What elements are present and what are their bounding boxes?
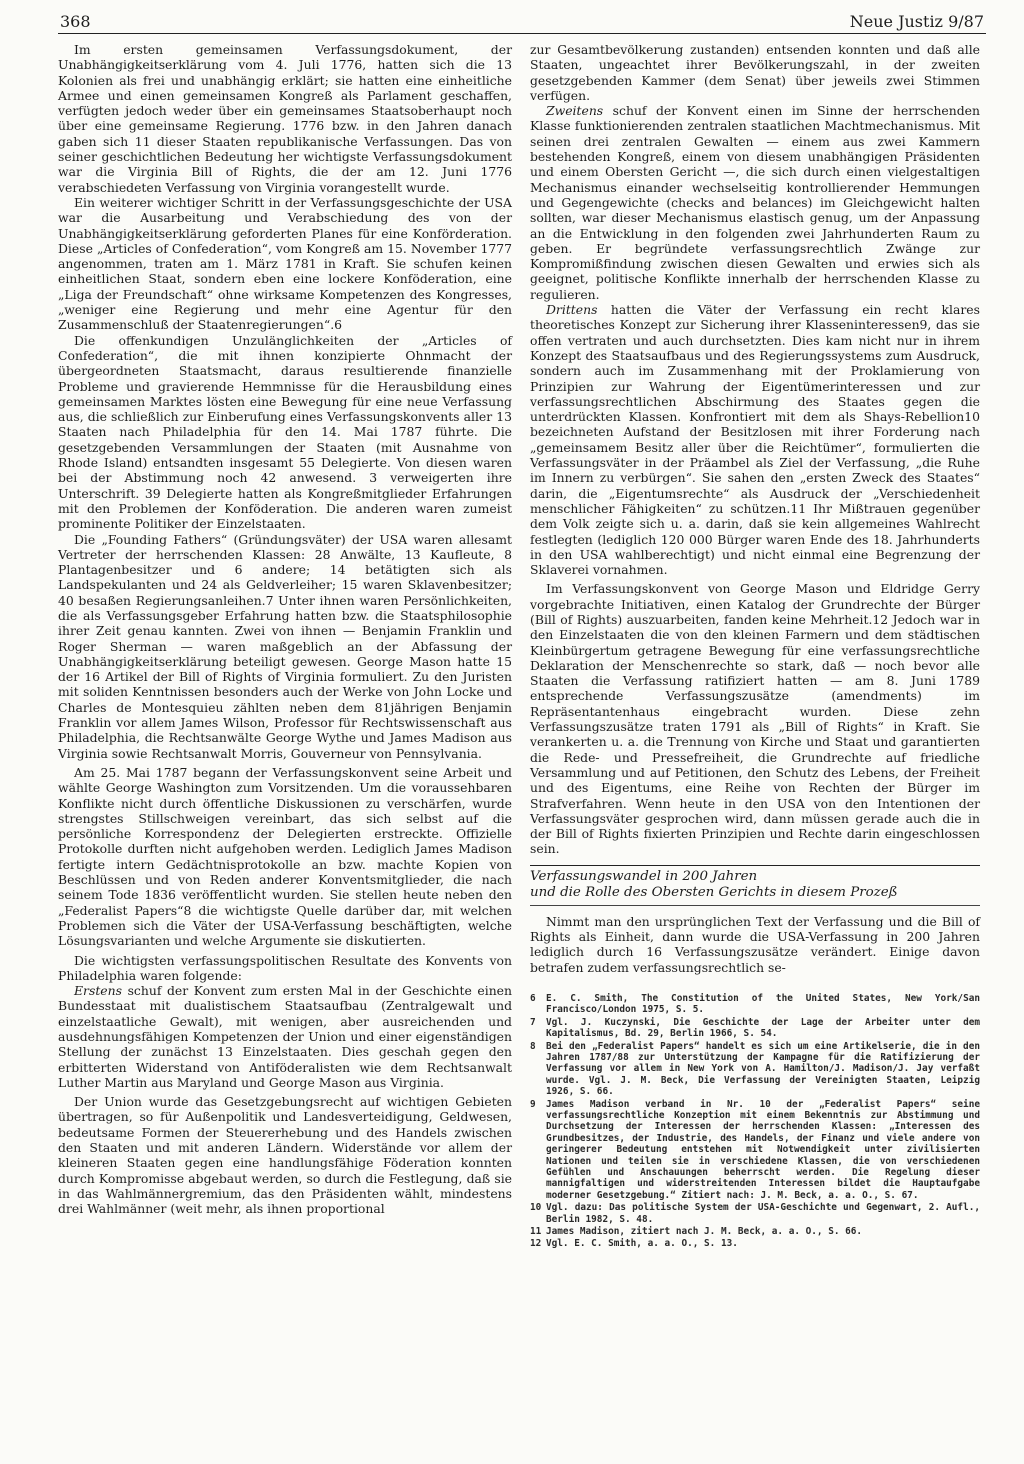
footnote [530, 1226, 980, 1237]
journal-header: Neue Justiz 9/87 [849, 12, 984, 31]
footnote-text: James Madison, zitiert nach J. M. Beck, a. a. O., S. 66. [546, 1226, 863, 1238]
paragraph: zur Gesamtbevölkerung zustanden) entsenden konnten und daß alle Staaten, ungeachtet ihrer Bevölkerungszahl, in der zweiten gesetzgebenden Kammer (dem Senat) über jeweils zwei Stimmen verfügen. [530, 42, 980, 103]
footnote-number: 8 [530, 1040, 536, 1052]
paragraph: Nimmt man den ursprünglichen Text der Verfassung und die Bill of Rights als Einheit, dann wurde die USA-Verfassung in 200 Jahren lediglich durch 16 Verfassungszusätze verändert. Einige davon betrafen zudem verfassungsrechtlich se- [530, 913, 980, 975]
footnote-number: 9 [530, 1098, 536, 1110]
paragraph [530, 103, 980, 302]
paragraph-lead: Erstens [74, 983, 122, 999]
footnote [530, 1099, 980, 1202]
footnote [530, 1041, 980, 1098]
paragraph: Die wichtigsten verfassungspolitischen Resultate des Konvents von Philadelphia waren folgende: [58, 952, 512, 983]
paragraph-text: schuf der Konvent zum ersten Mal in der Geschichte einen Bundesstaat mit dualistischem Staatsaufbau (Zentralgewalt und einzelstaatliche Gewalt), mit wenigen, aber ausreichenden und ausdehnungsfähigen Kompetenzen der Union und einer eigenständigen Stellung der zunächst 13 Einzelstaaten. Dies geschah gegen den erbitterten Widerstand von Antiföderalisten wie dem Rechtsanwalt Luther Martin aus Maryland und George Mason aus Virginia. [58, 983, 512, 1090]
paragraph: Der Union wurde das Gesetzgebungsrecht auf wichtigen Gebieten übertragen, so für Außenpolitik und Landesverteidigung, Geldwesen, bedeutsame Formen der Steuererhebung und des Handels zwischen den Staaten und mit anderen Ländern. Widerstände vor allem der kleineren Staaten gegen eine handlungsfähige Föderation konnten durch Kompromisse abgebaut werden, so durch die Festlegung, daß sie in das Wahlmännergremium, das den Präsidenten wählt, mindestens drei Wahlmänner (weit mehr, als ihnen proportional [58, 1094, 512, 1217]
footnote-number: 7 [530, 1016, 536, 1028]
footnotes [530, 993, 980, 1250]
paragraph-text: schuf der Konvent einen im Sinne der herrschenden Klasse funktionierenden zentralen staatlichen Machtmechanismus. Mit seinen drei zentralen Gewalten — einem aus zwei Kammern bestehenden Kongreß, einem von diesem unabhängigen Präsidenten und einem Obersten Gericht —, die sich durch einen vielgestaltigen Mechanismus einander wechselseitig kontrollierender Hemmungen und Gegengewichte (checks and belances) im Gleichgewicht halten sollten, war dieser Mechanismus elastisch genug, um der Anpassung an die Entwicklung in den folgenden zwei Jahrhunderten Raum zu geben. Er begründete verfassungsrechtlich Zwänge zur Kompromißfindung zwischen diesen Gewalten und erwies sich als geeignet, politische Konflikte innerhalb der herrschenden Klasse zu regulieren. [530, 103, 980, 302]
footnote-text: Bei den „Federalist Papers“ handelt es sich um eine Artikelserie, die in den Jahren 1787/88 zur Unterstützung der Kampagne für die Ratifizierung der Verfassung vor allem in New York von A. Hamilton/J. Madison/J. Jay verfaßt wurde. Vgl. J. M. Beck, Die Verfassung der Vereinigten Staaten, Leipzig 1926, S. 66. [546, 1040, 980, 1098]
footnote-number: 10 [530, 1202, 542, 1214]
paragraph-lead: Zweitens [546, 103, 604, 119]
paragraph: Am 25. Mai 1787 begann der Verfassungskonvent seine Arbeit und wählte George Washington zum Vorsitzenden. Um die voraussehbaren Konflikte nicht durch öffentliche Diskussionen zu verschärfen, wurde strengstes Stillschweigen vereinbart, das sich selbst auf die persönliche Korrespondenz der Delegierten erstreckte. Offizielle Protokolle durften nicht aufgehoben werden. Lediglich James Madison fertigte intern Gedächtnisprotokolle an bzw. machte Kopien von Beschlüssen und von Reden anderer Konventsmitglieder, die nach seinem Tode 1836 veröffentlicht wurden. Sie stellen heute neben den „Federalist Papers“8 die wichtigste Quelle darüber dar, mit welchen Problemen sich die Väter der USA-Verfassung beschäftigten, welche Lösungsvarianten und welche Argumente sie diskutierten. [58, 764, 512, 949]
footnote-number: 11 [530, 1226, 542, 1238]
left-column [58, 42, 512, 1217]
footnote-text: Vgl. J. Kuczynski, Die Geschichte der Lage der Arbeiter unter dem Kapitalismus, Bd. 29, Berlin 1966, S. 54. [546, 1016, 980, 1040]
footnote-text: Vgl. dazu: Das politische System der USA-Geschichte und Gegenwart, 2. Aufl., Berlin 1982, S. 48. [546, 1202, 980, 1225]
paragraph: Die „Founding Fathers“ (Gründungsväter) der USA waren allesamt Vertreter der herrschenden Klassen: 28 Anwälte, 13 Kaufleute, 8 Plantagenbesitzer und 6 andere; 14 betätigten sich als Landspekulanten und 24 als Geldverleiher; 15 waren Sklavenbesitzer; 40 besaßen Regierungsanleihen.7 Unter ihnen waren Persönlichkeiten, die als Verfassungsgeber Erfahrung hatten bzw. die Staatsphilosophie ihrer Zeit genau kannten. Zwei von ihnen — Benjamin Franklin und Roger Sherman — waren maßgeblich an der Abfassung der Unabhängigkeitserklärung beteiligt gewesen. George Mason hatte 15 der 16 Artikel der Bill of Rights of Virginia formuliert. Zu den Juristen mit soliden Kenntnissen besonders auch der Werke von John Locke und Charles de Montesquieu zählten neben dem 81jährigen Benjamin Franklin vor allem James Wilson, Professor für Rechtswissenschaft aus Philadelphia, die Rechtsanwälte George Wythe und James Madison aus Virginia sowie Rechtsanwalt Morris, Gouverneur von Pennsylvania. [58, 531, 512, 761]
paragraph: Die offenkundigen Unzulänglichkeiten der „Articles of Confederation“, die mit ihnen konzipierte Ohnmacht der übergeordneten Staatsmacht, daraus resultierende finanzielle Probleme und gravierende Hemmnisse für die Herausbildung eines gemeinsamen Marktes lösten eine Bewegung für eine neue Verfassung aus, die schließlich zur Einberufung eines Verfassungskonvents aller 13 Staaten nach Philadelphia für den 14. Mai 1787 führte. Die gesetzgebenden Versammlungen der Staaten (mit Ausnahme von Rhode Island) entsandten insgesamt 55 Delegierte. Von diesen waren bei der Abstimmung noch 42 anwesend. 3 verweigerten ihre Unterschrift. 39 Delegierte hatten als Kongreßmitglieder Erfahrungen mit den Problemen der Konföderation. Die anderen waren zumeist prominente Politiker der Einzelstaaten. [58, 332, 512, 532]
footnote-text: James Madison verband in Nr. 10 der „Federalist Papers“ seine verfassungsrechtliche Konzeption mit einem Bekenntnis zur Abstimmung und Durchsetzung der Interessen der herrschenden Klassen: „Interessen des Grundbesitzes, der Industrie, des Handels, der Finanz und viele andere von geringerer Bedeutung entstehen mit Notwendigkeit unter zivilisierten Nationen und teilen sie in verschiedene Klassen, die von verschiedenen Gefühlen und Anschauungen beherrscht werden. Die Regelung dieser mannigfaltigen und widerstreitenden Interessen bildet die Hauptaufgabe moderner Gesetzgebung.“ Zitiert nach: J. M. Beck, a. a. O., S. 67. [546, 1098, 980, 1201]
right-column [530, 42, 980, 1250]
paragraph: Im Verfassungskonvent von George Mason und Eldridge Gerry vorgebrachte Initiativen, einen Katalog der Grundrechte der Bürger (Bill of Rights) auszuarbeiten, fanden keine Mehrheit.12 Jedoch war in den Einzelstaaten die von den kleinen Farmern und dem städtischen Kleinbürgertum getragene Bewegung für eine verfassungsrechtliche Deklaration der Menschenrechte so stark, daß — noch bevor alle Staaten die Verfassung ratifiziert hatten — am 8. Juni 1789 entsprechende Verfassungszusätze (amendments) im Repräsentantenhaus eingebracht wurden. Diese zehn Verfassungszusätze traten 1791 als „Bill of Rights“ in Kraft. Sie verankerten u. a. die Trennung von Kirche und Staat und garantierten die Rede- und Pressefreiheit, die Grundrechte auf friedliche Versammlung und auf Petitionen, den Schutz des Lebens, der Freiheit und des Eigentums, eine Reihe von Rechten der Bürger im Strafverfahren. Wenn heute in den USA von den Intentionen der Verfassungsväter gesprochen wird, dann müssen gerade auch die in der Bill of Rights fixierten Prinzipien und Rechte darin eingeschlossen sein. [530, 581, 980, 857]
paragraph [58, 983, 512, 1090]
footnote [530, 1202, 980, 1225]
section-heading-line: und die Rolle des Obersten Gerichts in diesem Prozeß [530, 884, 898, 900]
paragraph-lead: Drittens [546, 302, 598, 318]
paragraph [530, 302, 980, 577]
footnote [530, 993, 980, 1016]
paragraph-text: hatten die Väter der Verfassung ein recht klares theoretisches Konzept zur Sicherung ihrer Klasseninteressen9, das sie offen vertraten und auch durchsetzten. Dies kam nicht nur in ihrem Konzept des Staatsaufbaus und des Regierungssystems zum Ausdruck, sondern auch im Zusammenhang mit der Proklamierung von Prinzipien zur Wahrung der Eigentümerinteressen und zur verfassungsrechtlichen Abschirmung des Staates gegen die unterdrückten Klassen. Konfrontiert mit dem als Shays-Rebellion10 bezeichneten Aufstand der Besitzlosen mit ihrer Forderung nach „gemeinsamem Besitz aller über die Reichtümer“, formulierten die Verfassungsväter in der Präambel als Ziel der Verfassung, „die Ruhe im Innern zu verbürgen“. Sie sahen den „ersten Zweck des Staates“ darin, die „Eigentumsrechte“ als Ausdruck der „Verschiedenheit menschlicher Fähigkeiten“ zu schützen.11 Ihr Mißtrauen gegenüber dem Volk zeigte sich u. a. darin, daß sie kein allgemeines Wahlrecht festlegten (lediglich 120 000 Bürger waren Ende des 18. Jahrhunderts in den USA wahlberechtigt) und nicht einmal eine Begrenzung der Sklaverei vornahmen. [530, 302, 980, 578]
paragraph: Ein weiterer wichtiger Schritt in der Verfassungsgeschichte der USA war die Ausarbeitung und Verabschiedung des von der Unabhängigkeitserklärung geforderten Planes für eine Konförderation. Diese „Articles of Confederation“, vom Kongreß am 15. November 1777 angenommen, traten am 1. März 1781 in Kraft. Sie schufen keinen einheitlichen Staat, sondern eben eine lockere Konföderation, eine „Liga der Freundschaft“ ohne wirksame Kompetenzen des Kongresses, „weniger eine Regierung und mehr eine Agentur für den Zusammenschluß der Staatenregierungen“.6 [58, 194, 512, 333]
footnote-text: Vgl. E. C. Smith, a. a. O., S. 13. [546, 1238, 738, 1250]
section-heading-line: Verfassungswandel in 200 Jahren [530, 868, 758, 884]
footnote-number: 6 [530, 992, 536, 1004]
footnote [530, 1017, 980, 1040]
paragraph: Im ersten gemeinsamen Verfassungsdokument, der Unabhängigkeitserklärung vom 4. Juli 1776, hatten sich die 13 Kolonien als frei und unabhängig erklärt; sie hatten eine einheitliche Armee und einen gemeinsamen Kongreß als Parlament geschaffen, verfügten jedoch weder über ein gemeinsames Staatsoberhaupt noch über eine gemeinsame Regierung. 1776 bzw. in den Jahren danach gaben sich 11 dieser Staaten republikanische Verfassungen. Das von seiner geschichtlichen Bedeutung her wichtigste Verfassungsdokument war die Virginia Bill of Rights, die der am 12. Juni 1776 verabschiedeten Verfassung von Virginia vorangestellt wurde. [58, 42, 512, 195]
footnote [530, 1238, 980, 1249]
footnote-text: E. C. Smith, The Constitution of the United States, New York/San Francisco/London 1975, S. 5. [546, 992, 980, 1016]
page-number: 368 [60, 12, 91, 31]
header-rule [58, 33, 986, 34]
footnote-number: 12 [530, 1238, 542, 1250]
section-heading [530, 865, 980, 906]
